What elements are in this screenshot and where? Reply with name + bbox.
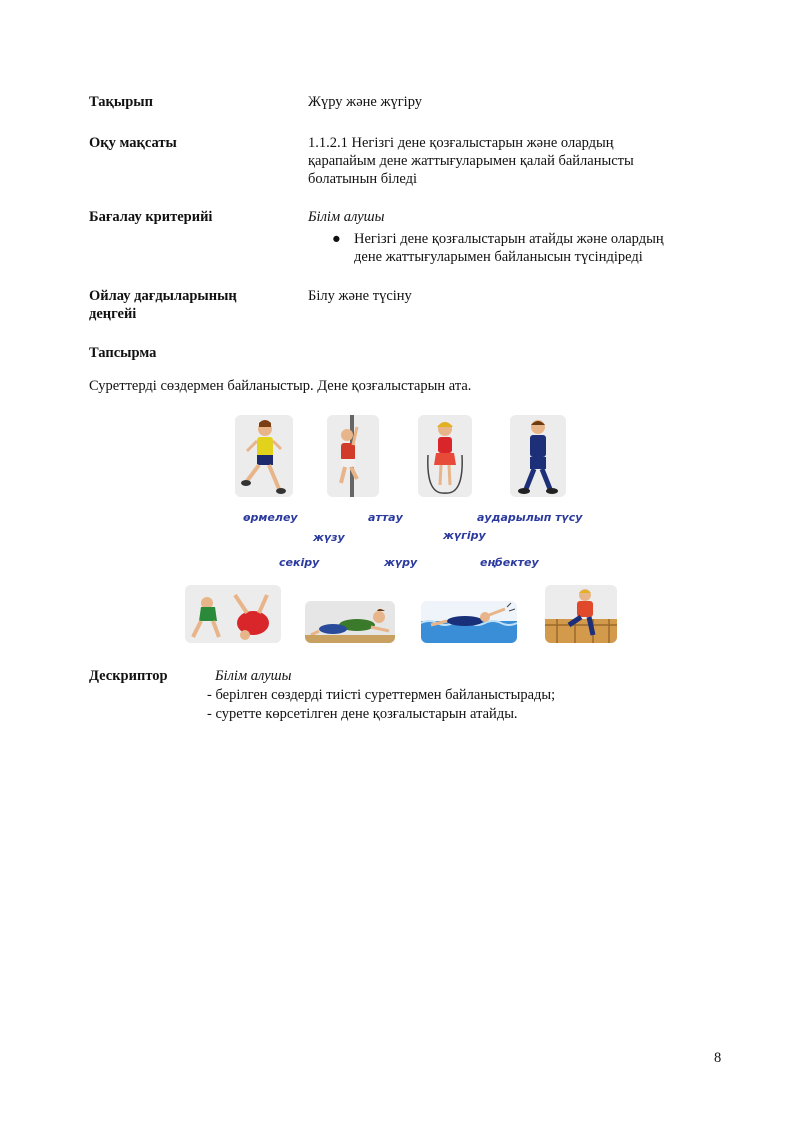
climbing-pole-icon	[327, 415, 379, 497]
jump-rope-icon	[418, 415, 472, 497]
thinking-value: Білу және түсіну	[308, 288, 412, 304]
stepping-over-fence-boy-picture	[545, 585, 617, 643]
criteria-intro: Білім алушы	[308, 209, 385, 225]
criteria-bullet-line: дене жаттығуларымен байланысын түсіндіреді	[354, 249, 643, 265]
walking-icon	[510, 415, 566, 497]
topic-label: Тақырып	[89, 94, 153, 110]
crawling-icon	[305, 601, 395, 643]
objective-line: қарапайым дене жаттығуларымен қалай байланысты	[308, 153, 634, 169]
swimming-icon	[421, 601, 517, 643]
page-number: 8	[714, 1050, 722, 1066]
thinking-label-line: деңгейі	[89, 306, 137, 322]
word-running: жүгіру	[443, 529, 486, 542]
objective-line: 1.1.2.1 Негізгі дене қозғалыстарын және олардың	[308, 135, 614, 151]
descriptor-label: Дескриптор	[89, 668, 168, 684]
criteria-bullet-line: Негізгі дене қозғалыстарын атайды және олардың	[354, 231, 664, 247]
word-climbing: өрмелеу	[243, 511, 298, 524]
criteria-label: Бағалау критерийі	[89, 209, 213, 225]
word-walking: жүру	[384, 556, 418, 569]
crawling-child-picture	[305, 601, 395, 643]
task-instruction: Суреттерді сөздермен байланыстыр. Дене қозғалыстарын ата.	[89, 378, 472, 394]
descriptor-line: - берілген сөздерді тиісті суреттермен байланыстырады;	[207, 687, 556, 703]
running-boy-icon	[235, 415, 293, 497]
task-label: Тапсырма	[89, 345, 157, 361]
objective-line: болатынын біледі	[308, 171, 417, 187]
bullet-icon: ●	[332, 231, 341, 247]
swimming-child-picture	[421, 601, 517, 643]
word-swimming: жүзу	[313, 531, 345, 544]
descriptor-intro: Білім алушы	[215, 668, 292, 684]
thinking-label	[89, 287, 237, 323]
climbing-pole-boy-picture	[327, 415, 379, 497]
jumping-rope-girl-picture	[418, 415, 472, 497]
thinking-label-line: Ойлау дағдыларының	[89, 288, 237, 304]
word-jumping: секіру	[279, 556, 320, 569]
running-boy-picture	[235, 415, 293, 497]
somersault-icon	[185, 585, 281, 643]
word-falling: аударылып түсу	[477, 511, 583, 524]
word-crawling: еңбектеу	[480, 556, 539, 569]
walking-boy-picture	[510, 415, 566, 497]
objective-value	[308, 134, 728, 188]
objective-label: Оқу мақсаты	[89, 135, 177, 151]
word-stepping: аттау	[368, 511, 403, 524]
topic-value: Жүру және жүгіру	[308, 94, 423, 110]
criteria-bullet-text	[354, 230, 734, 266]
descriptor-line: - суретте көрсетілген дене қозғалыстарын атайды.	[207, 706, 518, 722]
stepping-over-icon	[545, 585, 617, 643]
somersault-girl-picture	[185, 585, 281, 643]
